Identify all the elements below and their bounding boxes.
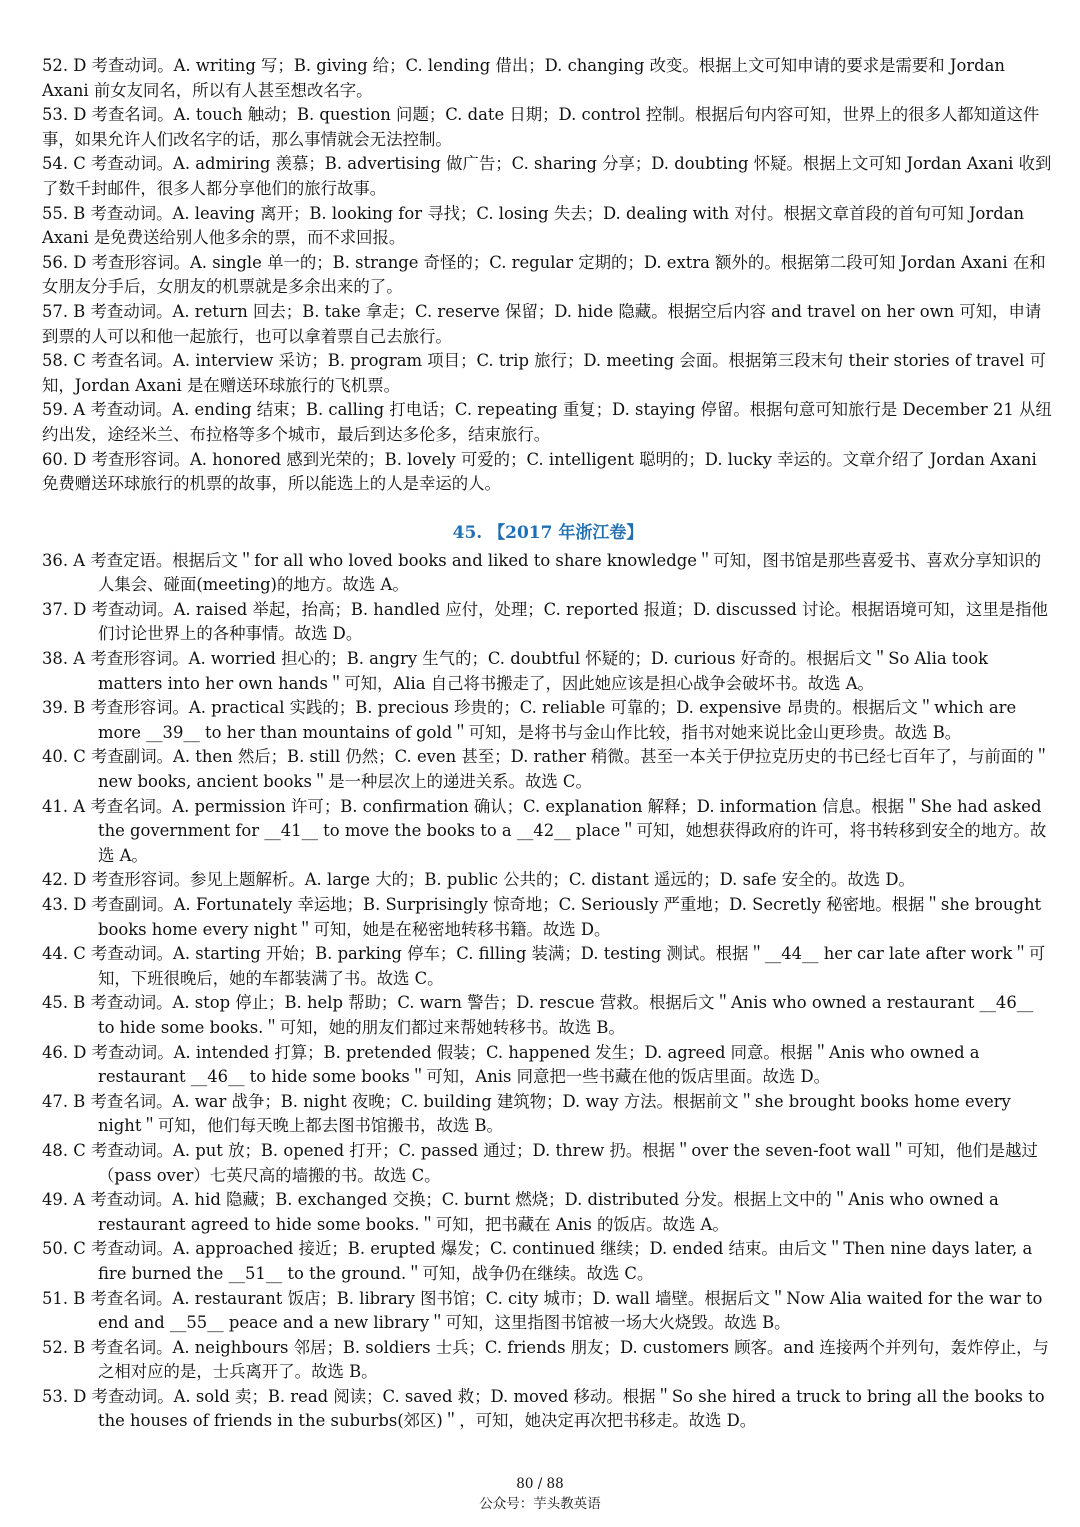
answer-block-first bbox=[42, 54, 1054, 497]
answer-entry: 42. D 考查形容词。参见上题解析。A. large 大的；B. public 公共的；C. distant 遥远的；D. safe 安全的。故选 D。 bbox=[42, 870, 915, 890]
answer-entry: 54. C 考查动词。A. admiring 羡慕；B. advertising 做广告；C. sharing 分享；D. doubting 怀疑。根据上文可知 Jordan Axani 收到了数千封邮件，很多人都分享他们的旅行故事。 bbox=[42, 154, 1052, 198]
answer-entry: 41. A 考查名词。A. permission 许可；B. confirmation 确认；C. explanation 解释；D. information 信息。根据＂She had asked the government for __41__ to move the books to a __42__ place＂可知，她想获得政府的许可，将书转移到安全的地方。故选 A。 bbox=[42, 796, 1047, 865]
answer-entry: 39. B 考查形容词。A. practical 实践的；B. precious 珍贵的；C. reliable 可靠的；D. expensive 昂贵的。根据后文＂which are more __39__ to her than mountains of gold＂可知，是将书与金山作比较，指书对她来说比金山更珍贵。故选 B。 bbox=[42, 698, 1017, 742]
answer-entry: 36. A 考查定语。根据后文＂for all who loved books and liked to share knowledge＂可知，图书馆是那些喜爱书、喜欢分享知识的人集会、碰面(meeting)的地方。故选 A。 bbox=[42, 550, 1042, 595]
answer-page bbox=[42, 54, 1054, 1434]
answer-entry: 55. B 考查动词。A. leaving 离开；B. looking for 寻找；C. losing 失去；D. dealing with 对付。根据文章首段的首句可知 Jordan Axani 是免费送给别人他多余的票，而不求回报。 bbox=[42, 203, 1025, 248]
answer-entry: 37. D 考查动词。A. raised 举起，抬高；B. handled 应付，处理；C. reported 报道；D. discussed 讨论。根据语境可知，这里是指他们讨论世界上的各种事情。故选 D。 bbox=[42, 599, 1048, 644]
answer-entry: 59. A 考查动词。A. ending 结束；B. calling 打电话；C. repeating 重复；D. staying 停留。根据句意可知旅行是 December 21 从纽约出发，途经米兰、布拉格等多个城市，最后到达多伦多，结束旅行。 bbox=[42, 400, 1052, 444]
answer-entry: 43. D 考查副词。A. Fortunately 幸运地；B. Surprisingly 惊奇地；C. Seriously 严重地；D. Secretly 秘密地。根据＂she brought books home every night＂可知，她是在秘密地转移书籍。故选 D。 bbox=[42, 895, 1042, 939]
answer-entry: 56. D 考查形容词。A. single 单一的；B. strange 奇怪的；C. regular 定期的；D. extra 额外的。根据第二段可知 Jordan Axani 在和女朋友分手后，女朋友的机票就是多余出来的了。 bbox=[42, 252, 1046, 297]
answer-entry: 47. B 考查名词。A. war 战争；B. night 夜晚；C. building 建筑物；D. way 方法。根据前文＂she brought books home every night＂可知，他们每天晚上都去图书馆搬书，故选 B。 bbox=[42, 1091, 1011, 1136]
source-line: 公众号：芋头教英语 bbox=[479, 1496, 601, 1512]
answer-entry: 45. B 考查动词。A. stop 停止；B. help 帮助；C. warn 警告；D. rescue 营救。根据后文＂Anis who owned a restaurant __46__ to hide some books.＂可知，她的朋友们都过来帮她转移书。故选 B。 bbox=[42, 993, 1034, 1037]
answer-entry: 48. C 考查动词。A. put 放；B. opened 打开；C. passed 通过；D. threw 扔。根据＂over the seven-foot wall＂可知，他们是越过（pass over）七英尺高的墙搬的书。故选 C。 bbox=[42, 1140, 1038, 1185]
answer-entry: 60. D 考查形容词。A. honored 感到光荣的；B. lovely 可爱的；C. intelligent 聪明的；D. lucky 幸运的。文章介绍了 Jordan Axani 免费赠送环球旅行的机票的故事，所以能选上的人是幸运的人。 bbox=[42, 449, 1037, 494]
answer-entry: 49. A 考查动词。A. hid 隐藏；B. exchanged 交换；C. burnt 燃烧；D. distributed 分发。根据上文中的＂Anis who owned a restaurant agreed to hide some books.＂可知，把书藏在 Anis 的饭店。故选 A。 bbox=[42, 1190, 999, 1234]
answer-entry: 44. C 考查动词。A. starting 开始；B. parking 停车；C. filling 装满；D. testing 测试。根据＂__44__ her car late after work＂可知，下班很晚后，她的车都装满了书。故选 C。 bbox=[42, 944, 1046, 988]
section-title: 45. 【2017 年浙江卷】 bbox=[452, 522, 644, 543]
answer-entry: 46. D 考查动词。A. intended 打算；B. pretended 假装；C. happened 发生；D. agreed 同意。根据＂Anis who owned a restaurant __46__ to hide some books＂可知，Anis 同意把一些书藏在他的饭店里面。故选 D。 bbox=[42, 1042, 980, 1087]
answer-entry: 38. A 考查形容词。A. worried 担心的；B. angry 生气的；C. doubtful 怀疑的；D. curious 好奇的。根据后文＂So Alia took matters into her own hands＂可知，Alia 自己将书搬走了，因此她应该是担心战争会破坏书。故选 A。 bbox=[42, 649, 989, 693]
answer-block-second bbox=[42, 549, 1054, 1434]
page-number: 80 / 88 bbox=[516, 1476, 564, 1492]
answer-entry: 52. B 考查名词。A. neighbours 邻居；B. soldiers 士兵；C. friends 朋友；D. customers 顾客。and 连接两个并列句，轰炸停止，与之相对应的是，士兵离开了。故选 B。 bbox=[42, 1337, 1049, 1382]
answer-entry: 53. D 考查名词。A. touch 触动；B. question 问题；C. date 日期；D. control 控制。根据后句内容可知，世界上的很多人都知道这件事，如果允许人们改名字的话，那么事情就会无法控制。 bbox=[42, 105, 1040, 149]
answer-entry: 52. D 考查动词。A. writing 写；B. giving 给；C. lending 借出；D. changing 改变。根据上文可知申请的要求是需要和 Jordan Axani 前女友同名，所以有人甚至想改名字。 bbox=[42, 56, 1005, 100]
answer-entry: 53. D 考查动词。A. sold 卖；B. read 阅读；C. saved 救；D. moved 移动。根据＂So she hired a truck to bring all the books to the houses of friends in the suburbs(郊区)＂，可知，她决定再次把书移走。故选 D。 bbox=[42, 1386, 1045, 1431]
answer-entry: 40. C 考查副词。A. then 然后；B. still 仍然；C. even 甚至；D. rather 稍微。甚至一本关于伊拉克历史的书已经七百年了，与前面的＂new books, ancient books＂是一种层次上的递进关系。故选 C。 bbox=[42, 747, 1050, 792]
answer-entry: 57. B 考查动词。A. return 回去；B. take 拿走；C. reserve 保留；D. hide 隐藏。根据空后内容 and travel on her own 可知，申请到票的人可以和他一起旅行，也可以拿着票自己去旅行。 bbox=[42, 301, 1042, 346]
answer-entry: 51. B 考查名词。A. restaurant 饭店；B. library 图书馆；C. city 城市；D. wall 墙壁。根据后文＂Now Alia waited for the war to end and __55__ peace and a new library＂可知，这里指图书馆被一场大火烧毁。故选 B。 bbox=[42, 1288, 1043, 1333]
answer-entry: 50. C 考查动词。A. approached 接近；B. erupted 爆发；C. continued 继续；D. ended 结束。由后文＂Then nine days later, a fire burned the __51__ to the ground.＂可知，战争仍在继续。故选 C。 bbox=[42, 1239, 1033, 1283]
answer-entry: 58. C 考查名词。A. interview 采访；B. program 项目；C. trip 旅行；D. meeting 会面。根据第三段末句 their stories of travel 可知，Jordan Axani 是在赠送环球旅行的飞机票。 bbox=[42, 351, 1047, 395]
